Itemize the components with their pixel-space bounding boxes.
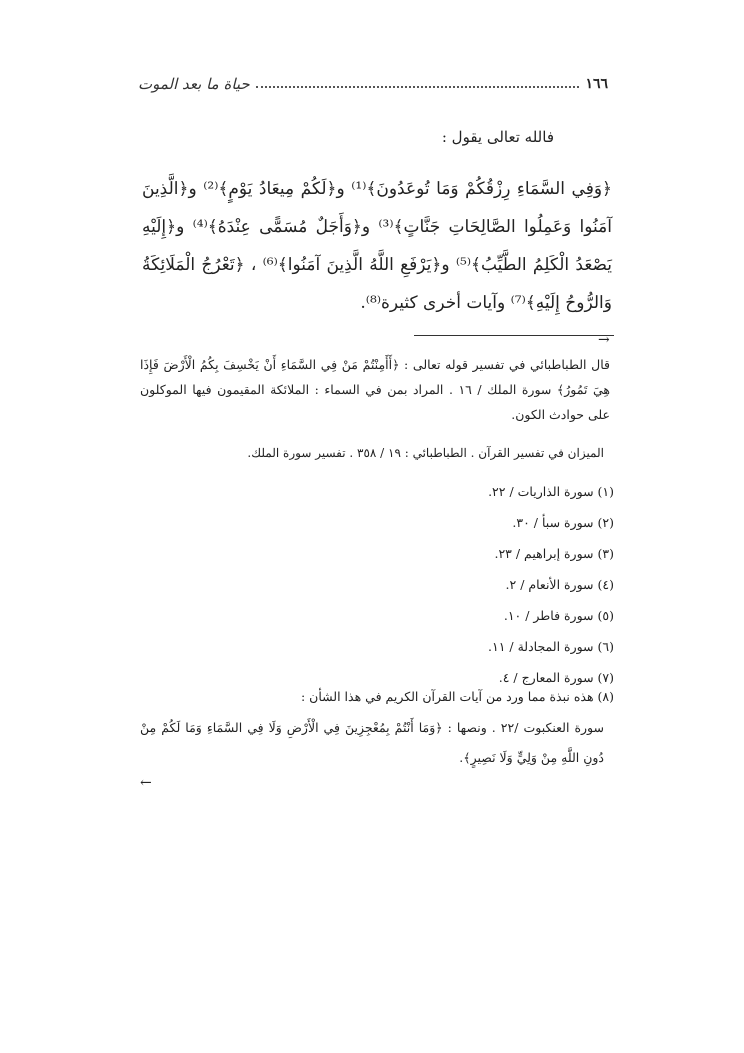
footnote-item: (٥) سورة فاطر / ١٠. — [503, 608, 614, 623]
page-number: ١٦٦ — [585, 76, 608, 92]
page-header — [138, 72, 608, 96]
footnote-item: (٦) سورة المجادلة / ١١. — [488, 639, 614, 654]
running-title: حياة ما بعد الموت — [138, 75, 250, 93]
footnote-item: (٣) سورة إبراهيم / ٢٣. — [494, 546, 614, 561]
footnote-8-body: سورة العنكبوت /٢٢ . ونصها : ﴿وَمَا أَنْتُمْ بِمُعْجِزِينَ فِي الْأَرْضِ وَلَا فِي السَّمَاءِ وَمَا لَكُمْ مِنْ دُونِ اللَّهِ مِنْ وَلِيٍّ وَلَا نَصِيرٍ﴾. — [140, 720, 604, 765]
continuation-arrow-icon: ← — [140, 775, 152, 791]
intro-line: فالله تعالى يقول : — [441, 128, 554, 146]
footnote-commentary: قال الطباطبائي في تفسير قوله تعالى : ﴿أَأَمِنْتُمْ مَنْ فِي السَّمَاءِ أَنْ يَخْسِفَ بِكُمُ الْأَرْضَ فَإِذَا هِيَ تَمُورُ﴾ سورة الملك / ١٦ . المراد بمن في السماء : الملائكة المقيمون فيها الموكلون على حوادث الكون. — [140, 357, 610, 422]
footnote-separator — [414, 335, 614, 336]
footnote-item: (٤) سورة الأنعام / ٢. — [505, 577, 614, 592]
footnote-list — [144, 476, 614, 693]
quranic-verses-paragraph: ﴿وَفِي السَّمَاءِ رِزْقُكُمْ وَمَا تُوعَدُونَ﴾⁽¹⁾ و﴿لَكُمْ مِيعَادُ يَوْمٍ﴾⁽²⁾ و﴿الَّذِينَ آمَنُوا وَعَمِلُوا الصَّالِحَاتِ جَنَّاتٍ﴾⁽³⁾ و﴿وَأَجَلٌ مُسَمًّى عِنْدَهُ﴾⁽⁴⁾ و﴿إِلَيْهِ يَصْعَدُ الْكَلِمُ الطَّيِّبُ﴾⁽⁵⁾ و﴿يَرْفَعِ اللَّهُ الَّذِينَ آمَنُوا﴾⁽⁶⁾ ، ﴿تَعْرُجُ الْمَلَائِكَةُ وَالرُّوحُ إِلَيْهِ﴾⁽⁷⁾ وآيات أخرى كثيرة⁽⁸⁾. — [142, 179, 612, 313]
footnote-8-heading: (٨) هذه نبذة مما ورد من آيات القرآن الكريم في هذا الشأن : — [300, 689, 614, 704]
footnote-continued-arrow-icon: → — [598, 332, 610, 348]
footnote-item: (١) سورة الذاريات / ٢٢. — [488, 484, 614, 499]
header-dotted-leader — [256, 86, 580, 88]
footnote-source: الميزان في تفسير القرآن . الطباطبائي : ١٩ / ٣٥٨ . تفسير سورة الملك. — [247, 446, 604, 460]
footnote-item: (٢) سورة سبأ / ٣٠. — [512, 515, 614, 530]
footnote-item: (٧) سورة المعارج / ٤. — [498, 670, 614, 685]
